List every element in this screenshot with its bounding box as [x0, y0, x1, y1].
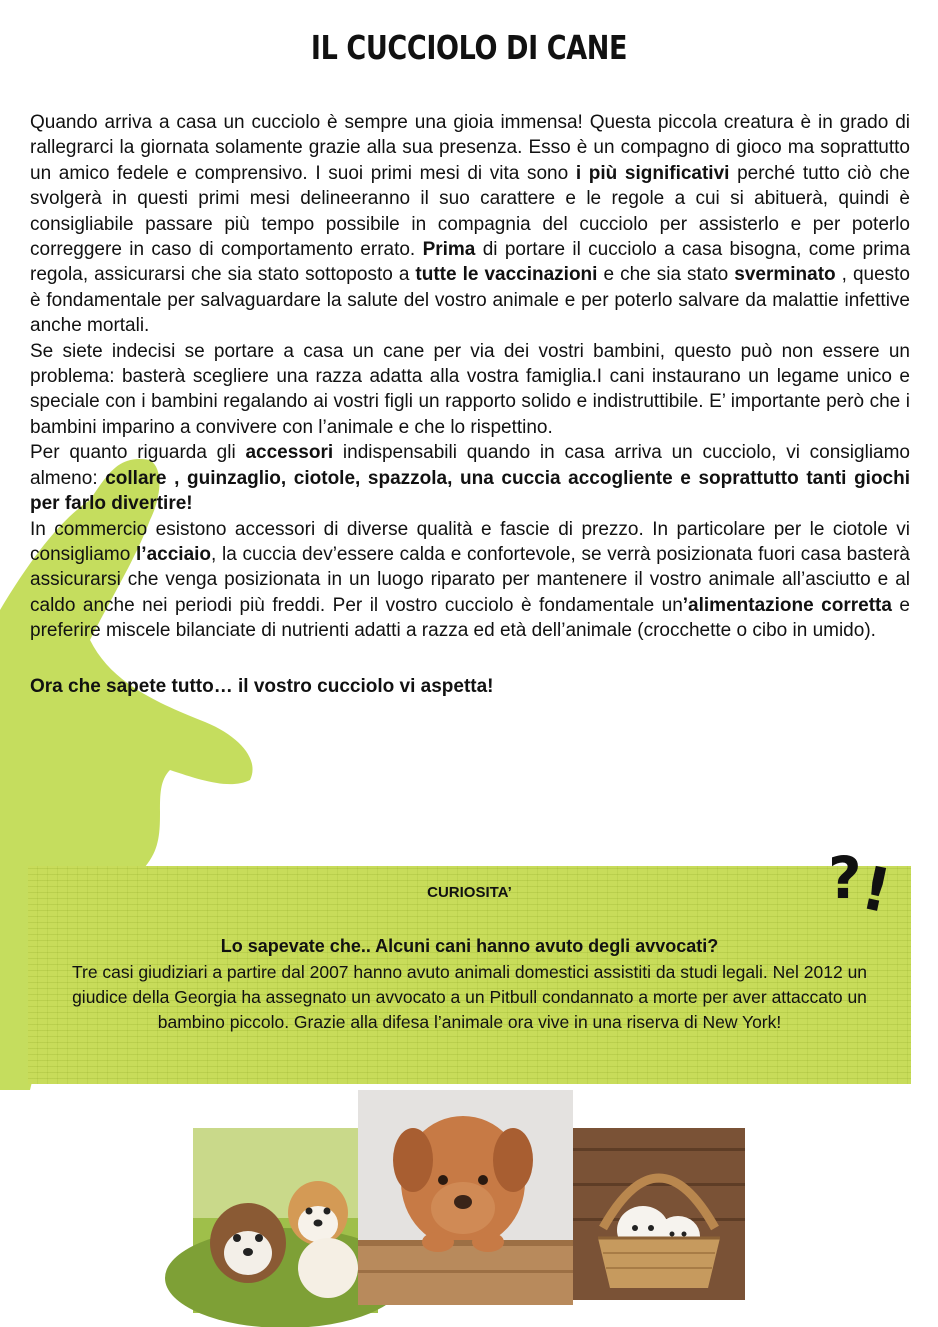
svg-text:?: ?	[828, 844, 862, 912]
question-exclamation-icon	[828, 842, 897, 928]
article-body	[30, 110, 910, 699]
text-run: In commercio esistono accessori di diverse qualità e fascie di prezzo. In particolare per le ciotole vi consigliamo	[30, 518, 910, 565]
article-paragraph	[30, 440, 910, 516]
curiosity-title: CURIOSITA’	[427, 884, 512, 901]
bold-text: Prima	[422, 239, 476, 261]
bold-text: collare , guinzaglio, ciotole, spazzola, una cuccia accogliente e soprattutto tanti giochi per farlo divertire!	[30, 467, 911, 515]
text-run: perché tutto ciò che svolgerà in questi primi mesi delineeranno il suo carattere e le regole a cui si abituerà, quindi è consigliabile passare più tempo possibile in compagnia del cucciolo per assisterlo e per poterlo correggere in caso di comportamento errato.	[30, 162, 911, 261]
puppies-in-basket-photo	[573, 1128, 745, 1300]
text-run: Per quanto riguarda gli	[30, 442, 246, 464]
bold-text: tutte le vaccinazioni	[415, 264, 598, 286]
text-run: e che sia stato	[597, 264, 735, 286]
text-run: , questo è fondamentale per salvaguardare la salute del vostro animale e per poterlo salvare da malattie infettive anche mortali.	[30, 264, 910, 337]
article-paragraph	[30, 110, 910, 339]
puppies-on-grass-photo	[193, 1128, 378, 1313]
bold-text: i più significativi	[575, 162, 730, 184]
curiosity-text: Tre casi giudiziari a partire dal 2007 hanno avuto animali domestici assistiti da studi legali. Nel 2012 un giudice della Georgia ha assegnato un avvocato a un Pitbull condannato a morte per aver attaccato un bambino piccolo. Grazie alla difesa l’animale ora vive in una riserva di New York!	[71, 962, 868, 1032]
curiosity-question: Lo sapevate che.. Alcuni cani hanno avuto degli avvocati?	[220, 936, 719, 956]
text-run: , la cuccia dev’essere calda e confortevole, se verrà posizionata fuori casa basterà assicurarsi che venga posizionata in un luogo riparato per mantenere il vostro animale all’asciutto e al caldo anche nei periodi più freddi. Per il vostro cucciolo è fondamentale un	[30, 543, 910, 616]
page-title: IL CUCCIOLO DI CANE	[310, 28, 628, 67]
curiosity-box	[28, 866, 911, 1084]
text-run: Quando arriva a casa un cucciolo è sempre una gioia immensa! Questa piccola creatura è in grado di rallegrarci la giornata solamente grazie alla sua presenza. Esso è un compagno di gioco ma soprattutto un amico fedele e comprensivo. I suoi primi mesi di vita sono	[30, 112, 910, 184]
text-run: di portare il cucciolo a casa bisogna, come prima regola, assicurarsi che sia stato sottoposto a	[30, 239, 911, 286]
bold-text: ’alimentazione corretta	[682, 594, 892, 616]
closing-line: Ora che sapete tutto… il vostro cucciolo vi aspetta!	[30, 675, 494, 697]
bold-text: l’acciaio	[136, 543, 212, 565]
svg-text:!: !	[855, 853, 897, 928]
text-run: indispensabili quando in casa arriva un cucciolo, vi consigliamo almeno:	[30, 442, 910, 489]
text-run: e preferire miscele bilanciate di nutrienti adatti a razza ed età dell’animale (crocchette o cibo in umido).	[30, 594, 910, 642]
puppy-on-wooden-crate-photo	[358, 1090, 573, 1305]
text-run: Se siete indecisi se portare a casa un cane per via dei vostri bambini, questo può non essere un problema: basterà scegliere una razza adatta alla vostra famiglia.I cani instaurano un legame unico e speciale con i bambini regalando ai vostri figli un rapporto solido e indistruttibile. E’ importante però che i bambini imparino a convivere con l’animale e che lo rispettino.	[30, 340, 910, 438]
bold-text: sverminato	[734, 264, 836, 286]
article-paragraph	[30, 339, 910, 441]
article-paragraph	[30, 517, 910, 644]
bold-text: accessori	[245, 442, 334, 464]
